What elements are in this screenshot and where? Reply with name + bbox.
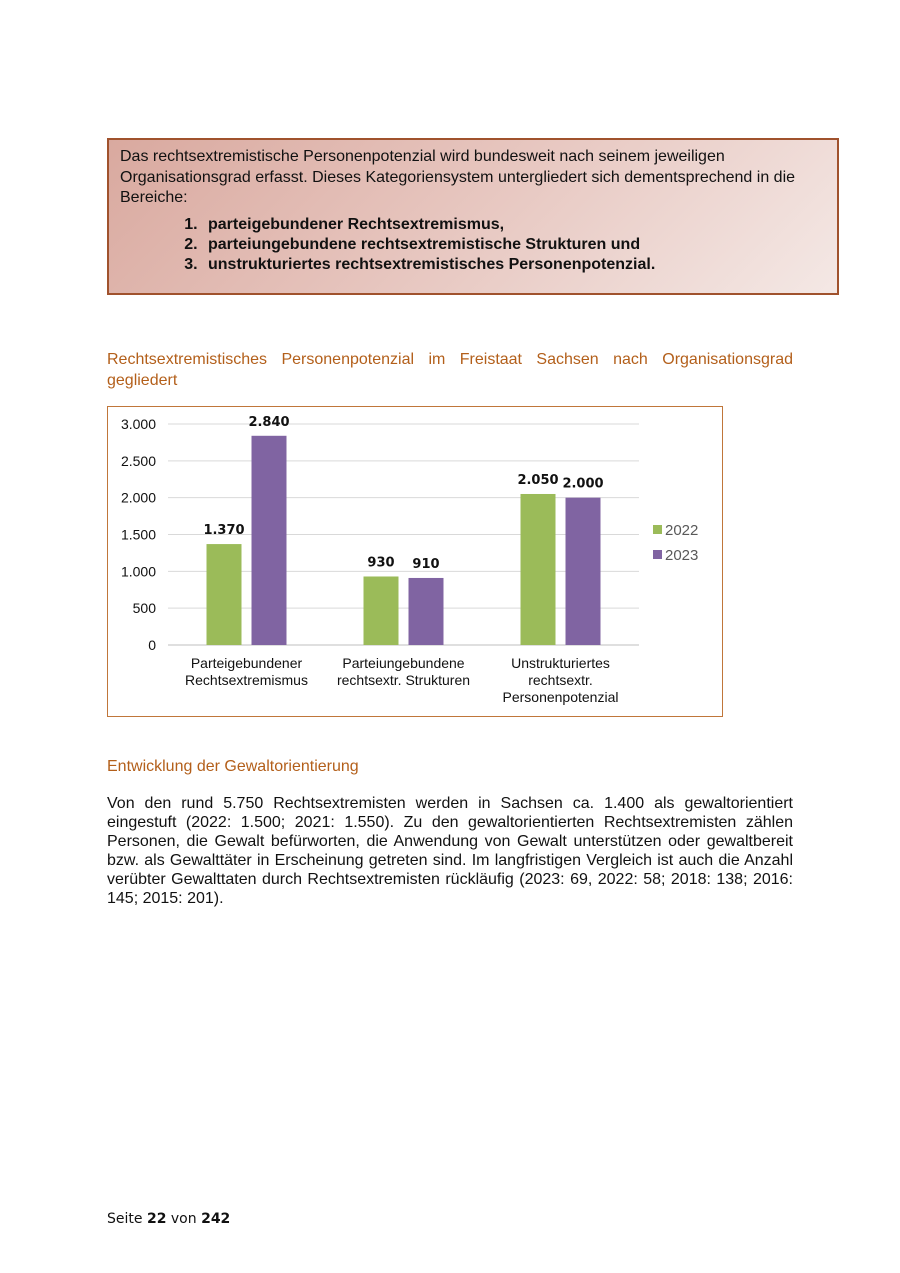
category-item-1: 1. parteigebundener Rechtsextremismus, [202, 215, 826, 235]
y-tick-label: 0 [148, 637, 156, 653]
x-category-label: Unstrukturiertes [511, 655, 610, 671]
body-paragraph: Von den rund 5.750 Rechtsextremisten werden in Sachsen ca. 1.400 als gewaltorientiert eingestuft (2022: 1.500; 2021: 1.550). Zu den gewaltorientierten Rechtsextremisten zählen Personen, die Gewalt befürworten, die Anwendung von Gewalt unterstützen oder gewaltbereit bzw. als Gewalttäter in Erscheinung getreten sind. Im langfristigen Vergleich ist auch die Anzahl verübter Gewalttaten durch Rechtsextremisten rückläufig (2023: 69, 2022: 58; 2018: 138; 2016: 145; 2015: 201). [107, 795, 793, 907]
data-label: 930 [367, 555, 395, 571]
page-footer [107, 1211, 230, 1227]
data-label: 2.050 [517, 472, 559, 488]
chart-heading: Rechtsextremistisches Personenpotenzial im Freistaat Sachsen nach Organisationsgrad gegliedert [107, 351, 793, 389]
bar-2023-2 [409, 578, 444, 645]
x-category-label: Parteiungebundene [342, 655, 465, 671]
bar-2022-3 [521, 494, 556, 645]
x-category-label: Rechtsextremismus [185, 672, 308, 688]
bar-2022-1 [207, 544, 242, 645]
legend-swatch-2023 [653, 550, 662, 559]
bar-2023-3 [566, 498, 601, 645]
info-box-intro: Das rechtsextremistische Personenpotenzial wird bundesweit nach seinem jeweiligen Organisationsgrad erfasst. Dieses Kategoriensystem untergliedert sich dementsprechend in die Bereiche: [120, 148, 796, 206]
category-item-3: 3. unstrukturiertes rechtsextremistisches Personenpotenzial. [202, 255, 826, 275]
legend-label-2023: 2023 [665, 547, 699, 564]
data-label: 2.840 [248, 414, 290, 430]
y-tick-label: 500 [132, 600, 156, 617]
x-category-label: rechtsextr. [528, 672, 593, 688]
y-tick-label: 1.500 [120, 526, 156, 543]
footer-middle: von [170, 1211, 197, 1227]
x-category-label: rechtsextr. Strukturen [336, 672, 471, 688]
bar-chart-canvas [108, 407, 724, 718]
data-label: 2.000 [562, 476, 604, 492]
bar-2022-2 [364, 576, 399, 645]
y-tick-label: 3.000 [120, 416, 156, 432]
category-item-2: 2. parteiungebundene rechtsextremistische Strukturen und [202, 235, 826, 255]
y-tick-label: 2.000 [120, 489, 156, 506]
legend-label-2022: 2022 [665, 522, 699, 539]
x-category-label: Parteigebundener [190, 655, 303, 671]
footer-page-number: 22 [146, 1211, 167, 1227]
y-tick-label: 1.000 [120, 563, 156, 580]
data-label: 910 [412, 556, 440, 572]
bar-2023-1 [252, 436, 287, 645]
section-heading-gewalt: Entwicklung der Gewaltorientierung [107, 758, 359, 775]
data-label: 1.370 [203, 523, 245, 539]
y-tick-label: 2.500 [120, 452, 156, 469]
bar-chart [107, 406, 723, 717]
footer-page-total: 242 [201, 1211, 231, 1227]
legend-swatch-2022 [653, 525, 662, 534]
category-list [120, 215, 826, 275]
footer-prefix: Seite [107, 1211, 143, 1227]
info-box [107, 138, 839, 295]
x-category-label: Personenpotenzial [502, 689, 619, 705]
